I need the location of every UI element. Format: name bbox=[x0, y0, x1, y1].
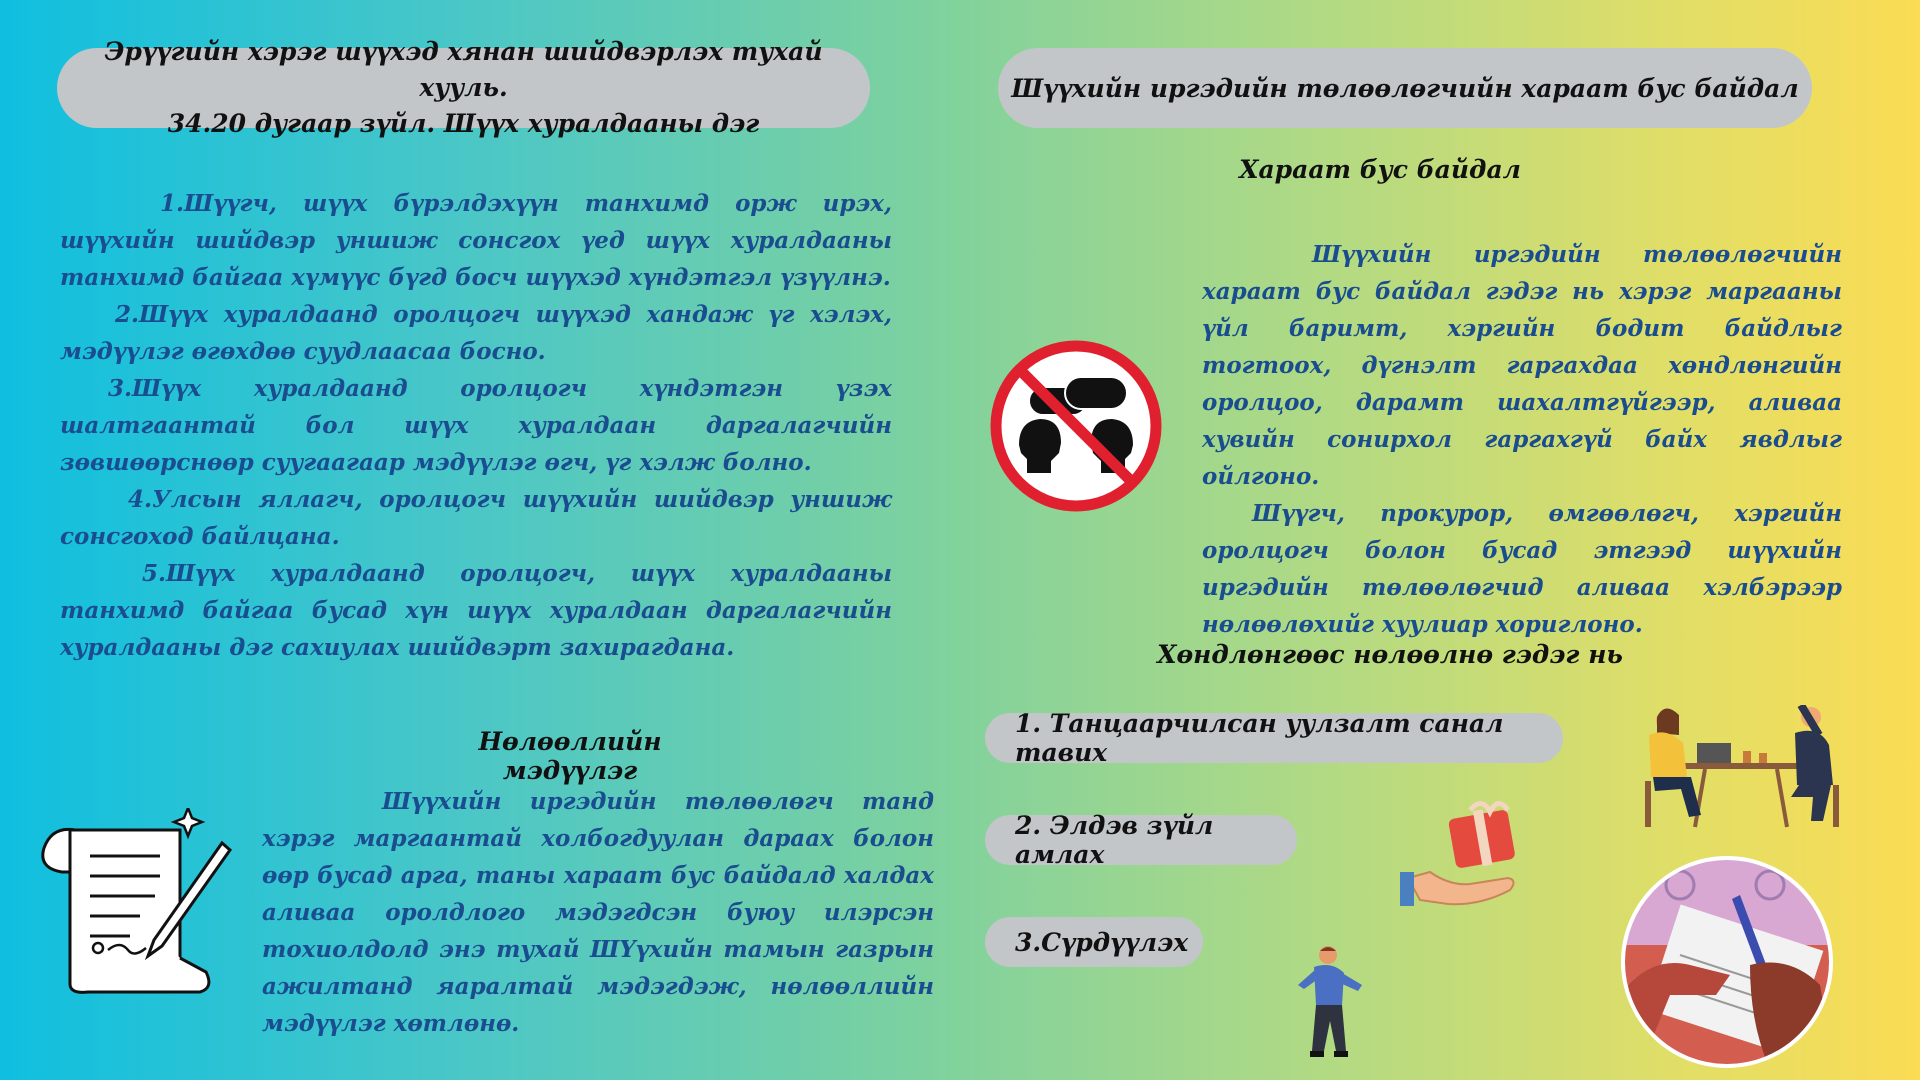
gift-hand-icon bbox=[1400, 800, 1520, 920]
law-header-line2: 34.20 дугаар зүйл. Шүүх хуралдааны дэг bbox=[167, 109, 760, 138]
influence-item-meeting: 1. Танцаарчилсан уулзалт санал тавих bbox=[985, 713, 1563, 763]
independence-text bbox=[1202, 236, 1842, 643]
no-conversation-icon bbox=[985, 335, 1167, 517]
law-paragraph-5: 5.Шүүх хуралдаанд оролцогч, шүүх хуралдааны танхимд байгаа бусад хүн шүүх хуралдаан даргалагчийн хуралдааны дэг сахиулах шийдвэрт захирагдана. bbox=[60, 560, 892, 661]
guide-title: Нөлөөллийн мэдүүлэг bbox=[478, 727, 662, 785]
guide-text bbox=[262, 783, 934, 1042]
law-paragraph-4: 4.Улсын яллагч, оролцогч шүүхийн шийдвэр уншиж сонсгоход байлцана. bbox=[60, 486, 892, 550]
influence-title: Хөндлөнгөөс нөлөөлнө гэдэг нь bbox=[1157, 640, 1623, 669]
threatening-man-icon bbox=[1290, 945, 1375, 1065]
meeting-people-icon bbox=[1635, 705, 1845, 830]
law-header-line1: Эрүүгийн хэрэг шүүхэд хянан шийдвэрлэх тухай хууль. bbox=[104, 37, 823, 102]
influence-item-promise: 2. Элдэв зүйл амлах bbox=[985, 815, 1297, 865]
law-header bbox=[57, 37, 870, 138]
rep-header: Шүүхийн иргэдийн төлөөлөгчийн хараат бус байдал bbox=[998, 48, 1812, 128]
independence-paragraph-2: Шүүгч, прокурор, өмгөөлөгч, хэргийн оролцогч болон бусад этгээд шүүхийн иргэдийн төлөөлөгчид аливаа хэлбэрээр нөлөөлөхийг хуулиар хориглоно. bbox=[1202, 500, 1842, 638]
law-paragraph-1: 1.Шүүгч, шүүх бүрэлдэхүүн танхимд орж ирэх, шүүхийн шийдвэр уншиж сонсгох үед шүүх хуралдааны танхимд байгаа хүмүүс бүгд босч шүүхэд хүндэтгэл үзүүлнэ. bbox=[60, 190, 892, 291]
law-article-text bbox=[60, 185, 892, 666]
guide-paragraph: Шүүхийн иргэдийн төлөөлөгч танд хэрэг маргаантай холбогдуулан дараах болон өөр бусад арга, таны хараат бус байдалд халдах аливаа оролдлого мэдэгдсэн буюу илэрсэн тохиолдолд энэ тухай ШҮүхийн тамын газрын ажилтанд яаралтай мэдэгдэж, нөлөөллийн мэдүүлэг хөтлөнө. bbox=[262, 788, 934, 1037]
scroll-pen-icon bbox=[30, 808, 235, 998]
signing-document-icon bbox=[1620, 855, 1834, 1069]
independence-paragraph-1: Шүүхийн иргэдийн төлөөлөгчийн хараат бус байдал гэдэг нь хэрэг маргааны үйл баримт, хэргийн бодит байдлыг тогтоох, дүгнэлт гаргахдаа хөндлөнгийн оролцоо, дарамт шахалтгүйгээр, аливаа хувийн сонирхол гаргахгүй байх явдлыг ойлгоно. bbox=[1202, 241, 1842, 490]
law-paragraph-2: 2.Шүүх хуралдаанд оролцогч шүүхэд хандаж үг хэлэх, мэдүүлэг өгөхдөө суудлаасаа босно. bbox=[60, 301, 892, 365]
influence-item-threat: 3.Сүрдүүлэх bbox=[985, 917, 1203, 967]
law-paragraph-3: 3.Шүүх хуралдаанд оролцогч хүндэтгэн үзэх шалтгаантай бол шүүх хуралдаан даргалагчийн зөвшөөрснөөр суугаагаар мэдүүлэг өгч, үг хэлж болно. bbox=[60, 375, 892, 476]
independence-title: Хараат бус байдал bbox=[1239, 155, 1521, 184]
